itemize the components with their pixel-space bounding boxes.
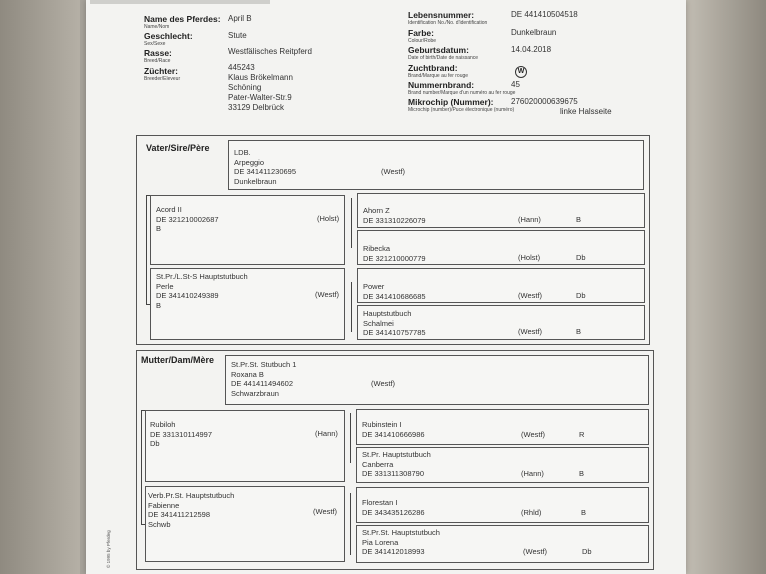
pedigree-line: Canberra (362, 459, 394, 469)
pedigree-line: Roxana B (231, 369, 264, 379)
dam-main-text (231, 360, 296, 398)
brand-sub: Brand/Marque au fer rouge (408, 73, 469, 79)
breeder-line: 445243 (228, 63, 255, 72)
dam-main-studbook: (Westf) (371, 379, 396, 388)
race-sub: Breed/Race (144, 58, 171, 64)
sex-value: Stute (228, 31, 247, 40)
dob-label: Geburtsdatum: (408, 45, 469, 55)
pedigree-line: Schwarzbraun (231, 388, 279, 398)
sire-sd-text (363, 244, 426, 263)
name-value: April B (228, 14, 252, 23)
pedigree-line: Florestan I (362, 498, 398, 507)
breeder-label: Züchter: (144, 66, 178, 76)
pedigree-line: St.Pr. Hauptstutbuch (362, 450, 431, 459)
breeder-line: Pater-Walter-Str.9 (228, 93, 292, 102)
copyright-note: © 1995 by Pferdeg (106, 530, 111, 568)
name-sub: Name/Nom (144, 24, 170, 30)
dam-dam-studbook: (Westf) (313, 507, 338, 516)
race-label: Rasse: (144, 48, 172, 58)
pedigree-line: Verb.Pr.St. Hauptstutbuch (148, 491, 235, 500)
sex-sub: Sex/Sexe (144, 41, 166, 47)
pedigree-line: Power (363, 282, 385, 291)
pedigree-line: DE 331310114997 (150, 429, 212, 439)
dam-ss-studbook: (Westf) (521, 430, 546, 439)
background-left (0, 0, 80, 574)
sire-dam-studbook: (Westf) (315, 290, 340, 299)
pedigree-line: DE 331311308790 (362, 469, 424, 478)
breeder-line: 33129 Delbrück (228, 103, 285, 112)
brand-label: Zuchtbrand: (408, 63, 458, 73)
pedigree-line: Fabienne (148, 500, 180, 510)
bracket-line (350, 493, 351, 555)
pedigree-line: Arpeggio (234, 157, 265, 167)
breeder-line: Schöning (228, 83, 262, 92)
dam-sire-text (150, 420, 212, 449)
top-strip (90, 0, 270, 4)
dam-ss-color: R (579, 430, 585, 439)
pedigree-line: Rubinstein I (362, 420, 402, 429)
color-sub: Colour/Robe (408, 38, 437, 44)
dam-sd-color: B (579, 469, 585, 478)
dam-sd-text (362, 450, 431, 479)
sire-ss-color: B (576, 215, 582, 224)
westphalian-brand-icon: W (515, 66, 527, 78)
pedigree-line: Hauptstutbuch (363, 309, 412, 318)
sire-sire-studbook: (Holst) (317, 214, 340, 223)
pedigree-line: DE 321210002687 (156, 214, 219, 224)
bracket-line (146, 195, 147, 305)
pedigree-line: DE 343435126286 (362, 507, 425, 517)
dob-sub: Date of birth/Date de naissance (408, 55, 479, 61)
color-value: Dunkelbraun (511, 28, 557, 37)
sex-label: Geschlecht: (144, 31, 193, 41)
pedigree-line: DE 331310226079 (363, 215, 426, 225)
pedigree-line: DE 341410666986 (362, 429, 425, 439)
pedigree-line: DE 341410686685 (363, 291, 426, 301)
name-label: Name des Pferdes: (144, 14, 221, 24)
dam-ds-studbook: (Rhld) (521, 508, 542, 517)
sire-ss-studbook: (Hann) (518, 215, 541, 224)
pedigree-line: Acord II (156, 205, 182, 214)
chip-label: Mikrochip (Nummer): (408, 97, 494, 107)
sire-main-text (234, 148, 296, 186)
sire-ds-studbook: (Westf) (518, 291, 543, 300)
pedigree-line: DE 341412018993 (362, 547, 425, 556)
background-right (686, 0, 766, 574)
dam-ds-text (362, 498, 425, 517)
sire-dam-text (156, 272, 248, 310)
pedigree-line: DE 321210000779 (363, 253, 426, 263)
sire-sire-text (156, 205, 219, 234)
brandnum-value: 45 (511, 80, 520, 89)
pedigree-line: DE 341410757785 (363, 328, 426, 337)
race-value: Westfälisches Reitpferd (228, 47, 312, 56)
dam-dd-text (362, 528, 440, 557)
pedigree-line: St.Pr./L.St-S Hauptstutbuch (156, 272, 248, 281)
sire-main-studbook: (Westf) (381, 167, 406, 176)
sire-ss-text (363, 206, 426, 225)
life-value: DE 441410504518 (511, 10, 578, 19)
pedigree-line: B (156, 300, 162, 310)
pedigree-line: Schwb (148, 519, 171, 529)
sire-ds-color: Db (576, 291, 586, 300)
life-label: Lebensnummer: (408, 10, 475, 20)
pedigree-line: St.Pr.St. Stutbuch 1 (231, 360, 297, 369)
pedigree-line: LDB. (234, 148, 251, 157)
dob-value: 14.04.2018 (511, 45, 552, 54)
color-label: Farbe: (408, 28, 434, 38)
life-sub: Identification No./No. d'identification (408, 20, 488, 26)
pedigree-line: Pia Lorena (362, 537, 399, 547)
breeder-lines (228, 63, 293, 113)
sire-sd-studbook: (Holst) (518, 253, 541, 262)
brandnum-sub: Brand number/Marque d'un numéro au fer rouge (408, 90, 516, 96)
brandnum-label: Nummernbrand: (408, 80, 475, 90)
pedigree-line: B (156, 224, 162, 233)
pedigree-line: Rubiloh (150, 420, 176, 429)
sire-dd-studbook: (Westf) (518, 327, 543, 336)
chip-value: 276020000639675 (511, 97, 578, 106)
dam-dd-color: Db (582, 547, 592, 556)
pedigree-line: DE 341411212598 (148, 510, 210, 519)
sire-title: Vater/Sire/Père (146, 143, 210, 153)
bracket-line (141, 410, 142, 525)
breeder-line: Klaus Brökelmann (228, 73, 293, 82)
pedigree-line: Schalmei (363, 318, 394, 328)
dam-title: Mutter/Dam/Mère (141, 355, 215, 365)
chip-location: linke Halsseite (560, 107, 612, 116)
chip-sub: Microchip (number)/Puce électronique (numéro) (408, 107, 515, 113)
pedigree-line: DE 341411230695 (234, 167, 296, 176)
pedigree-line: Dunkelbraun (234, 176, 277, 186)
pedigree-line: Ribecka (363, 244, 391, 253)
sire-dd-text (363, 309, 426, 338)
dam-sire-studbook: (Hann) (315, 429, 338, 438)
sire-ds-text (363, 282, 426, 301)
breeder-sub: Breeder/Eleveur (144, 76, 181, 82)
dam-ss-text (362, 420, 425, 439)
bracket-line (350, 413, 351, 463)
sire-dd-color: B (576, 327, 582, 336)
pedigree-line: Ahorn Z (363, 206, 390, 215)
pedigree-line: Perle (156, 281, 174, 291)
bracket-line (351, 282, 352, 332)
dam-sd-studbook: (Hann) (521, 469, 544, 478)
bracket-line (351, 198, 352, 248)
pedigree-line: Db (150, 439, 160, 448)
pedigree-line: DE 341410249389 (156, 291, 219, 300)
pedigree-line: St.Pr.St. Hauptstutbuch (362, 528, 440, 537)
dam-dd-studbook: (Westf) (523, 547, 548, 556)
dam-ds-color: B (581, 508, 587, 517)
dam-dam-text (148, 491, 234, 529)
sire-sd-color: Db (576, 253, 586, 262)
pedigree-line: DE 441411494602 (231, 379, 293, 388)
